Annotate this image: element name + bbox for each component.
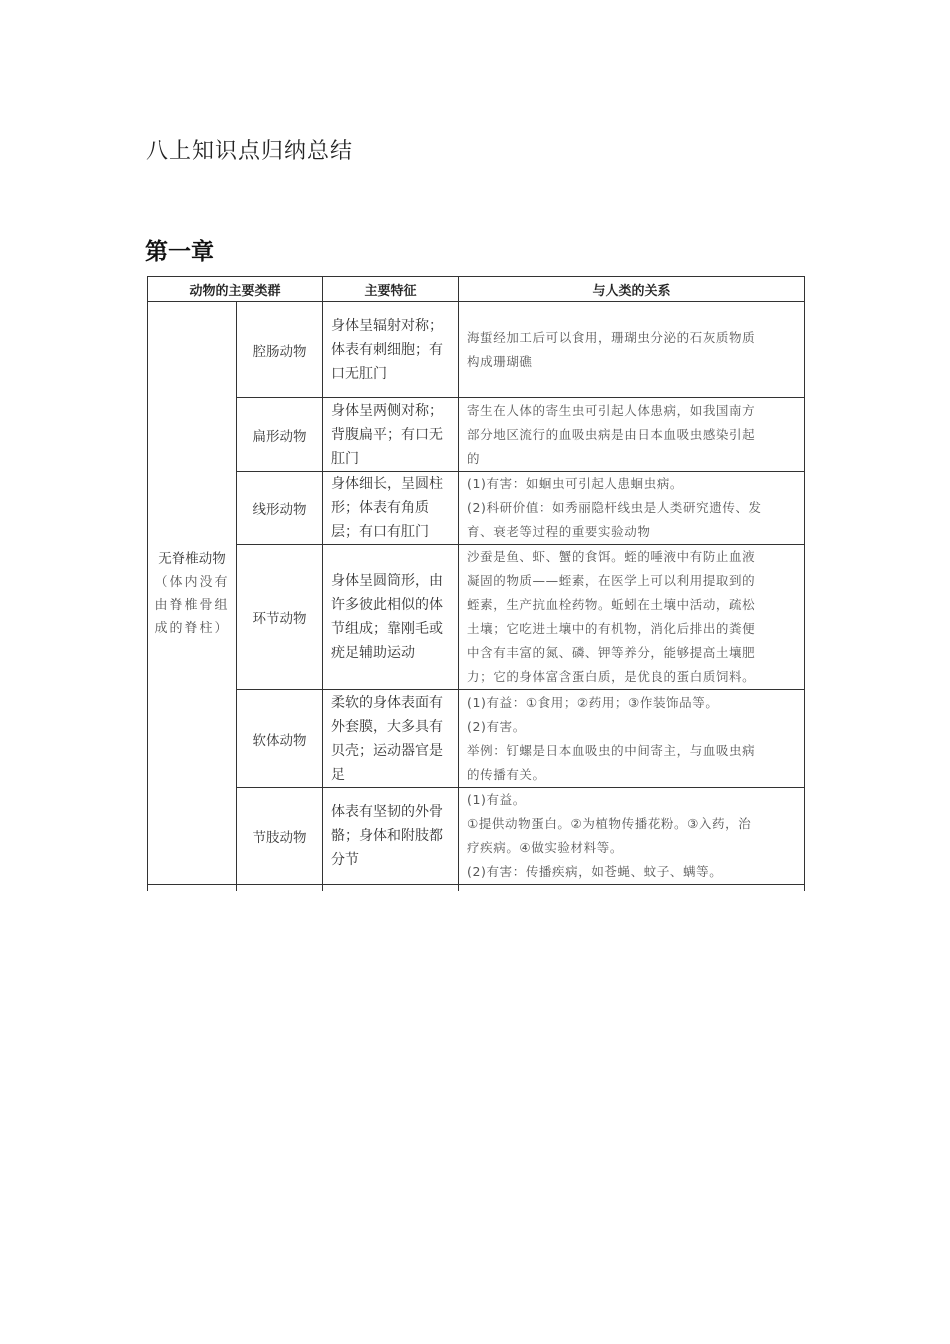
relation-line: 疗疾病。④做实验材料等。 <box>467 840 623 855</box>
feature-line: 节组成；靠刚毛或 <box>331 621 444 637</box>
feature-line: 许多彼此相似的体 <box>331 597 444 613</box>
phylum-name: 节肢动物 <box>237 788 323 885</box>
relation-cell <box>459 398 805 472</box>
table-row <box>148 690 805 788</box>
relation-line: 构成珊瑚礁 <box>467 353 533 369</box>
phylum-name: 环节动物 <box>237 545 323 690</box>
phylum-name: 线形动物 <box>237 472 323 545</box>
feature-line: 形；体表有角质 <box>331 500 430 516</box>
group-note-line: 成的脊柱） <box>154 620 230 636</box>
phylum-name: 腔肠动物 <box>237 302 323 398</box>
relation-line: 的 <box>467 450 481 466</box>
features-cell <box>323 545 459 690</box>
header-group: 动物的主要类群 <box>148 277 323 302</box>
table-row <box>148 302 805 398</box>
relation-line: 育、衰老等过程的重要实验动物 <box>467 524 651 539</box>
chapter-heading: 第一章 <box>145 239 214 265</box>
table-continuation-row <box>148 885 805 892</box>
relation-cell <box>459 788 805 885</box>
table-header-row <box>148 277 805 302</box>
feature-line: 身体呈两侧对称； <box>331 402 444 419</box>
relation-cell <box>459 690 805 788</box>
feature-line: 体表有刺细胞；有 <box>331 341 444 358</box>
relation-cell <box>459 472 805 545</box>
relation-cell <box>459 545 805 690</box>
animal-groups-table <box>147 276 805 891</box>
relation-line: (2)科研价值：如秀丽隐杆线虫是人类研究遗传、发 <box>467 500 762 515</box>
feature-line: 身体呈辐射对称； <box>331 317 444 334</box>
table-row <box>148 472 805 545</box>
group-cell <box>148 302 237 885</box>
table-row <box>148 398 805 472</box>
header-relation: 与人类的关系 <box>459 277 805 302</box>
relation-line: (2)有害。 <box>467 718 526 734</box>
relation-line: (1)有益。 <box>467 792 526 807</box>
relation-line: 寄生在人体的寄生虫可引起人体患病，如我国南方 <box>467 402 756 418</box>
continuation-stub <box>459 885 805 892</box>
feature-line: 柔软的身体表面有 <box>331 694 444 711</box>
relation-line: 凝固的物质——蛭素，在医学上可以利用提取到的 <box>467 573 756 588</box>
group-name: 无脊椎动物 <box>158 550 226 567</box>
relation-line: 部分地区流行的血吸虫病是由日本血吸虫感染引起 <box>467 426 756 442</box>
relation-line: (1)有害：如蛔虫可引起人患蛔虫病。 <box>467 476 684 491</box>
feature-line: 层；有口有肛门 <box>331 524 430 540</box>
table-row <box>148 545 805 690</box>
features-cell <box>323 788 459 885</box>
feature-line: 身体呈圆筒形，由 <box>331 573 444 589</box>
features-cell <box>323 690 459 788</box>
relation-line: 中含有丰富的氮、磷、钾等养分，能够提高土壤肥 <box>467 645 756 660</box>
features-cell <box>323 302 459 398</box>
document-title: 八上知识点归纳总结 <box>146 139 354 164</box>
relation-line: 的传播有关。 <box>467 766 546 782</box>
relation-line: 土壤；它吃进土壤中的有机物，消化后排出的粪便 <box>467 621 756 636</box>
relation-line: 举例：钉螺是日本血吸虫的中间寄主，与血吸虫病 <box>467 742 756 758</box>
feature-line: 贝壳；运动器官是 <box>331 742 444 759</box>
relation-line: 蛭素，生产抗血栓药物。蚯蚓在土壤中活动，疏松 <box>467 597 756 612</box>
relation-line: ①提供动物蛋白。②为植物传播花粉。③入药，治 <box>467 816 752 831</box>
phylum-name: 软体动物 <box>237 690 323 788</box>
feature-line: 外套膜，大多具有 <box>331 718 444 735</box>
features-cell <box>323 398 459 472</box>
relation-line: 海蜇经加工后可以食用，珊瑚虫分泌的石灰质物质 <box>467 329 756 345</box>
feature-line: 骼；身体和附肢都 <box>331 828 444 844</box>
continuation-stub <box>237 885 323 892</box>
header-features: 主要特征 <box>323 277 459 302</box>
relation-line: 力；它的身体富含蛋白质，是优良的蛋白质饲料。 <box>467 669 756 684</box>
feature-line: 肛门 <box>331 450 360 467</box>
features-cell <box>323 472 459 545</box>
continuation-stub <box>148 885 237 892</box>
feature-line: 足 <box>331 766 346 783</box>
continuation-stub <box>323 885 459 892</box>
relation-line: 沙蚕是鱼、虾、蟹的食饵。蛭的唾液中有防止血液 <box>467 549 756 564</box>
feature-line: 体表有坚韧的外骨 <box>331 804 444 820</box>
group-note-line: 由脊椎骨组 <box>154 597 230 613</box>
feature-line: 疣足辅助运动 <box>331 645 416 661</box>
feature-line: 口无肛门 <box>331 365 388 382</box>
feature-line: 分节 <box>331 852 360 868</box>
table-row <box>148 788 805 885</box>
relation-cell <box>459 302 805 398</box>
phylum-name: 扁形动物 <box>237 398 323 472</box>
feature-line: 身体细长，呈圆柱 <box>331 476 444 492</box>
group-note-line: （体内没有 <box>154 574 230 590</box>
feature-line: 背腹扁平；有口无 <box>331 426 444 443</box>
relation-line: (1)有益：①食用；②药用；③作装饰品等。 <box>467 694 719 710</box>
relation-line: (2)有害：传播疾病，如苍蝇、蚊子、螨等。 <box>467 864 723 879</box>
